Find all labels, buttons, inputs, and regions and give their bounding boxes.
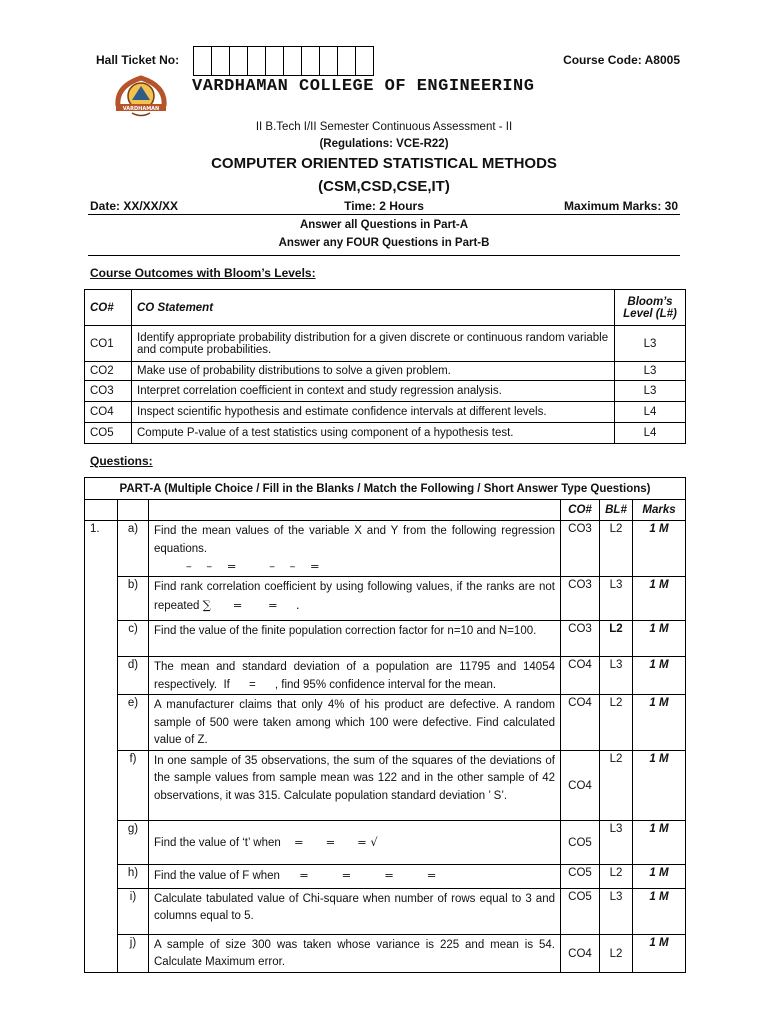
sub-label: j) — [118, 934, 149, 972]
col-co: CO# — [561, 500, 600, 521]
question-a-text: Find the mean values of the variable X and Y from the following regression equations. — [154, 525, 555, 555]
col-statement: CO Statement — [132, 290, 615, 326]
question-bl: L2 — [600, 621, 633, 657]
hall-ticket-label: Hall Ticket No: — [96, 53, 180, 67]
question-a-equations: – – = – – = — [186, 559, 320, 573]
co-level: L3 — [615, 381, 686, 402]
question-bl: L2 — [600, 695, 633, 751]
question-row — [85, 657, 686, 695]
question-row — [85, 750, 686, 820]
question-bl: L3 — [600, 577, 633, 621]
part-a-title: PART-A (Multiple Choice / Fill in the Blanks / Match the Following / Short Answer Type Questions) — [85, 478, 686, 500]
question-marks: 1 M — [633, 621, 686, 657]
question-text — [149, 521, 561, 577]
question-text — [149, 577, 561, 621]
co-level: L4 — [615, 423, 686, 444]
question-g-formula: = = = √ — [294, 834, 378, 849]
question-text: A sample of size 300 was taken whose variance is 225 and mean is 54. Calculate Maximum error. — [149, 934, 561, 972]
col-bl: BL# — [600, 500, 633, 521]
question-co: CO5 — [561, 888, 600, 934]
sub-label: h) — [118, 864, 149, 888]
exam-date: Date: XX/XX/XX — [90, 199, 179, 213]
col-level-line2: Level (L#) — [623, 307, 677, 320]
col-marks: Marks — [633, 500, 686, 521]
questions-heading: Questions: — [90, 454, 153, 468]
question-marks: 1 M — [633, 750, 686, 820]
exam-time: Time: 2 Hours — [344, 199, 424, 213]
question-bl: L2 — [600, 521, 633, 577]
question-row — [85, 820, 686, 864]
question-bl: L3 — [600, 657, 633, 695]
question-text — [149, 864, 561, 888]
co-level: L4 — [615, 402, 686, 423]
college-name: VARDHAMAN COLLEGE OF ENGINEERING — [192, 77, 535, 96]
co-statement: Compute P-value of a test statistics using component of a hypothesis test. — [132, 423, 615, 444]
co-level: L3 — [615, 362, 686, 381]
question-marks: 1 M — [633, 864, 686, 888]
instruction-part-b: Answer any FOUR Questions in Part-B — [278, 237, 490, 249]
co-statement: Make use of probability distributions to solve a given problem. — [132, 362, 615, 381]
sub-label: c) — [118, 621, 149, 657]
regulations: (Regulations: VCE-R22) — [319, 138, 449, 150]
question-bl: L2 — [600, 750, 633, 820]
course-code: Course Code: A8005 — [563, 53, 680, 67]
instruction-part-a: Answer all Questions in Part-A — [299, 219, 469, 231]
table-row — [85, 381, 686, 402]
co-id: CO1 — [85, 326, 132, 362]
divider — [88, 214, 680, 215]
college-logo-icon — [112, 72, 170, 118]
subject-title: COMPUTER ORIENTED STATISTICAL METHODS — [211, 155, 557, 172]
question-row — [85, 621, 686, 657]
co-id: CO3 — [85, 381, 132, 402]
question-co: CO4 — [561, 657, 600, 695]
co-statement: Identify appropriate probability distribution for a given discrete or continuous random variable and compute probabilities. — [132, 326, 615, 362]
table-row — [85, 362, 686, 381]
question-marks: 1 M — [633, 577, 686, 621]
question-row — [85, 695, 686, 751]
question-co: CO4 — [561, 695, 600, 751]
table-row — [85, 402, 686, 423]
sub-label: a) — [118, 521, 149, 577]
max-marks: Maximum Marks: 30 — [563, 199, 678, 213]
hall-ticket-boxes[interactable] — [193, 46, 374, 76]
co-statement: Inspect scientific hypothesis and estimate confidence intervals at different levels. — [132, 402, 615, 423]
question-row — [85, 934, 686, 972]
sub-label: d) — [118, 657, 149, 695]
divider — [88, 255, 680, 256]
question-bl: L3 — [600, 820, 633, 864]
question-co: CO3 — [561, 621, 600, 657]
question-marks: 1 M — [633, 934, 686, 972]
course-outcomes-table — [84, 289, 686, 444]
sub-label: e) — [118, 695, 149, 751]
logo-text: VARDHAMAN — [122, 106, 160, 112]
table-row — [85, 326, 686, 362]
sub-label: g) — [118, 820, 149, 864]
question-row — [85, 521, 686, 577]
co-id: CO4 — [85, 402, 132, 423]
question-row — [85, 864, 686, 888]
question-co: CO5 — [561, 820, 600, 864]
question-marks: 1 M — [633, 695, 686, 751]
question-b-formula: ∑ = = . — [202, 597, 300, 612]
question-co: CO5 — [561, 864, 600, 888]
col-level-line1: Bloom’s — [627, 295, 673, 308]
col-co: CO# — [85, 290, 132, 326]
question-marks: 1 M — [633, 820, 686, 864]
sub-label: b) — [118, 577, 149, 621]
question-row — [85, 888, 686, 934]
co-id: CO5 — [85, 423, 132, 444]
question-co: CO3 — [561, 577, 600, 621]
question-text: In one sample of 35 observations, the sum of the squares of the deviations of the sample values from sample mean was 122 and in the other sample of 42 observations, it was 315. Calculate population standard deviation ’ S’. — [149, 750, 561, 820]
question-bl: L2 — [600, 864, 633, 888]
question-text: A manufacturer claims that only 4% of his product are defective. A random sample of 500 were taken among which 100 were defective. Find calculated value of Z. — [149, 695, 561, 751]
question-bl: L3 — [600, 888, 633, 934]
course-outcomes-heading: Course Outcomes with Bloom’s Levels: — [90, 266, 316, 280]
sub-label: i) — [118, 888, 149, 934]
question-text: The mean and standard deviation of a population are 11795 and 14054 respectively. If = , find 95% confidence interval for the mean. — [149, 657, 561, 695]
question-number: 1. — [85, 521, 118, 973]
branches: (CSM,CSD,CSE,IT) — [318, 178, 450, 195]
question-co: CO3 — [561, 521, 600, 577]
question-text: Find the value of the finite population correction factor for n=10 and N=100. — [149, 621, 561, 657]
co-statement: Interpret correlation coefficient in context and study regression analysis. — [132, 381, 615, 402]
table-row — [85, 423, 686, 444]
co-id: CO2 — [85, 362, 132, 381]
question-marks: 1 M — [633, 521, 686, 577]
col-blooms-level — [615, 290, 686, 326]
co-level: L3 — [615, 326, 686, 362]
question-co: CO4 — [561, 750, 600, 820]
question-marks: 1 M — [633, 657, 686, 695]
question-co: CO4 — [561, 934, 600, 972]
sub-label: f) — [118, 750, 149, 820]
question-text — [149, 820, 561, 864]
question-g-text: Find the value of ‘t’ when — [154, 836, 281, 849]
question-marks: 1 M — [633, 888, 686, 934]
question-bl: L2 — [600, 934, 633, 972]
question-b-text: Find rank correlation coefficient by using following values, if the ranks are not repeated — [154, 581, 555, 612]
question-text: Calculate tabulated value of Chi-square when number of rows equal to 3 and columns equal to 5. — [149, 888, 561, 934]
question-h-text: Find the value of F when — [154, 869, 280, 882]
questions-table — [84, 477, 686, 973]
question-h-formula: = = = = — [299, 867, 437, 882]
question-row — [85, 577, 686, 621]
semester-line: II B.Tech I/II Semester Continuous Assessment - II — [255, 121, 513, 133]
